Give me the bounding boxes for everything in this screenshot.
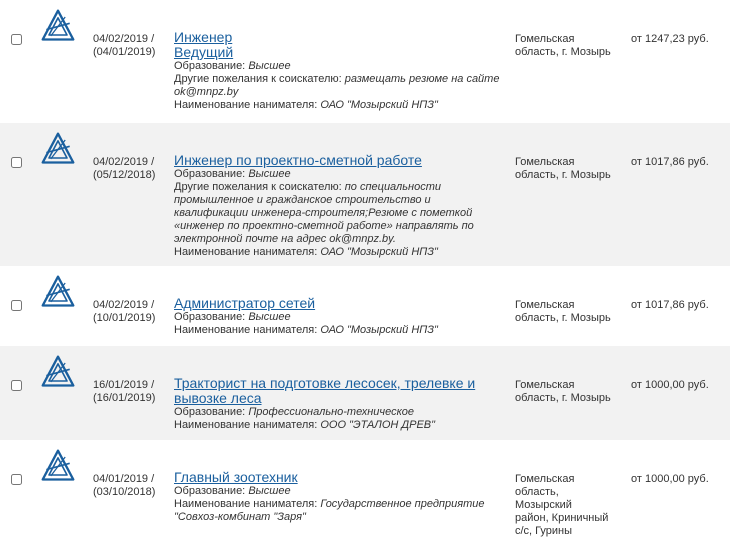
date-original: (16/01/2019) (93, 392, 156, 404)
wishes-line (174, 73, 504, 99)
education-line (174, 168, 504, 181)
title-line: Тракторист на подготовке лесосек, трелевке и (174, 375, 476, 391)
location-line: область, г. Мозырь (515, 46, 611, 58)
employer-line (174, 246, 504, 259)
location-line: Гомельская (515, 156, 575, 168)
vacancy-dates (93, 33, 165, 59)
wishes-value: размещать резюме на сайте ok@mnpz.by (174, 73, 500, 98)
location-line: с/с, Гурины (515, 525, 573, 537)
vacancy-row (0, 346, 730, 440)
education-value: Высшее (248, 168, 291, 180)
date-original: (05/12/2018) (93, 169, 156, 181)
vacancy-location (515, 473, 615, 538)
mnpz-triangle-logo-icon (40, 274, 76, 310)
wishes-label: Другие пожелания к соискателю: (174, 181, 342, 193)
mnpz-triangle-logo-icon (40, 354, 76, 390)
vacancy-dates (93, 473, 165, 499)
employer-value: ОАО "Мозырский НПЗ" (320, 246, 438, 258)
vacancy-dates (93, 299, 165, 325)
location-line: Гомельская (515, 299, 575, 311)
vacancy-dates (93, 156, 165, 182)
vacancy-title-link[interactable] (174, 30, 504, 60)
title-line: Главный зоотехник (174, 469, 298, 485)
employer-logo-icon (40, 8, 76, 44)
date-posted: 04/02/2019 / (93, 33, 155, 45)
employer-line (174, 99, 504, 112)
vacancy-location (515, 33, 615, 59)
vacancy-title-link[interactable] (174, 470, 504, 485)
employer-logo-icon (40, 448, 76, 484)
vacancy-row (0, 123, 730, 266)
vacancy-location (515, 156, 615, 182)
employer-label: Наименование нанимателя: (174, 246, 318, 258)
vacancy-row (0, 266, 730, 346)
location-line: область, Мозырский (515, 486, 572, 511)
employer-logo-icon (40, 131, 76, 167)
location-line: Гомельская (515, 473, 575, 485)
select-checkbox[interactable] (11, 34, 22, 45)
employer-logo-icon (40, 354, 76, 390)
mnpz-triangle-logo-icon (40, 131, 76, 167)
vacancy-row (0, 0, 730, 123)
title-line: Администратор сетей (174, 295, 316, 311)
vacancy-salary: от 1247,23 руб. (631, 33, 709, 45)
vacancy-title-link[interactable] (174, 296, 504, 311)
education-line (174, 311, 504, 324)
mnpz-triangle-logo-icon (40, 8, 76, 44)
vacancy-info (174, 376, 504, 432)
title-line: Инженер по проектно-сметной работе (174, 152, 422, 168)
employer-value: ОАО "Мозырский НПЗ" (320, 99, 438, 111)
mnpz-triangle-logo-icon (40, 448, 76, 484)
wishes-label: Другие пожелания к соискателю: (174, 73, 342, 85)
wishes-value: по специальности промышленное и гражданское строительство и квалификации инженера-строителя;Резюме с пометкой «инженер по проектно-сметной работе» направлять по электронной почте на адрес ok@mnpz.by. (174, 181, 474, 245)
vacancy-info (174, 470, 504, 524)
select-checkbox[interactable] (11, 474, 22, 485)
vacancy-title-link[interactable] (174, 153, 504, 168)
date-posted: 16/01/2019 / (93, 379, 155, 391)
education-line (174, 485, 504, 498)
location-line: Гомельская (515, 379, 575, 391)
vacancy-row (0, 440, 730, 537)
select-checkbox[interactable] (11, 380, 22, 391)
date-posted: 04/02/2019 / (93, 156, 155, 168)
title-line: вывозке леса (174, 390, 262, 406)
employer-label: Наименование нанимателя: (174, 419, 318, 431)
location-line: район, Криничный (515, 512, 609, 524)
location-line: область, г. Мозырь (515, 169, 611, 181)
vacancy-info (174, 153, 504, 259)
vacancy-salary: от 1000,00 руб. (631, 379, 709, 391)
employer-line (174, 419, 504, 432)
title-line: Инженер (174, 29, 233, 45)
employer-value: ООО "ЭТАЛОН ДРЕВ" (320, 419, 436, 431)
location-line: область, г. Мозырь (515, 392, 611, 404)
education-label: Образование: (174, 311, 246, 323)
employer-value: Государственное предприятие "Совхоз-комбинат "Заря" (174, 498, 485, 523)
location-line: Гомельская (515, 33, 575, 45)
vacancy-salary: от 1000,00 руб. (631, 473, 709, 485)
vacancy-salary: от 1017,86 руб. (631, 156, 709, 168)
education-label: Образование: (174, 406, 246, 418)
date-original: (04/01/2019) (93, 46, 156, 58)
employer-logo-icon (40, 274, 76, 310)
employer-line (174, 498, 504, 524)
employer-label: Наименование нанимателя: (174, 498, 318, 510)
date-posted: 04/02/2019 / (93, 299, 155, 311)
title-line: Ведущий (174, 44, 234, 60)
education-value: Высшее (248, 60, 291, 72)
education-value: Высшее (248, 311, 291, 323)
employer-label: Наименование нанимателя: (174, 324, 318, 336)
vacancy-dates (93, 379, 165, 405)
employer-value: ОАО "Мозырский НПЗ" (320, 324, 438, 336)
vacancy-location (515, 299, 615, 325)
employer-label: Наименование нанимателя: (174, 99, 318, 111)
date-original: (03/10/2018) (93, 486, 156, 498)
select-checkbox[interactable] (11, 157, 22, 168)
vacancy-info (174, 30, 504, 112)
location-line: область, г. Мозырь (515, 312, 611, 324)
vacancy-location (515, 379, 615, 405)
education-label: Образование: (174, 60, 246, 72)
education-label: Образование: (174, 485, 246, 497)
employer-line (174, 324, 504, 337)
education-line (174, 60, 504, 73)
education-value: Профессионально-техническое (248, 406, 415, 418)
vacancy-info (174, 296, 504, 337)
vacancy-salary: от 1017,86 руб. (631, 299, 709, 311)
select-checkbox[interactable] (11, 300, 22, 311)
date-original: (10/01/2019) (93, 312, 156, 324)
date-posted: 04/01/2019 / (93, 473, 155, 485)
education-label: Образование: (174, 168, 246, 180)
wishes-line (174, 181, 504, 246)
education-line (174, 406, 504, 419)
vacancy-title-link[interactable] (174, 376, 504, 406)
education-value: Высшее (248, 485, 291, 497)
